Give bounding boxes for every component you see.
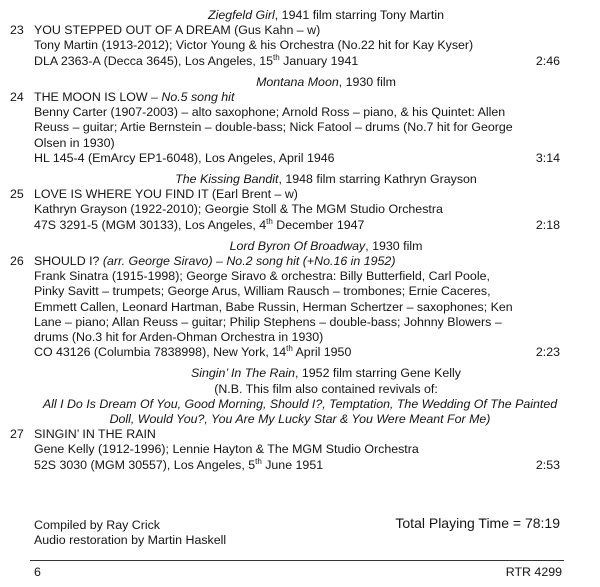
footer-divider: [30, 560, 564, 561]
film-title: The Kissing Bandit: [175, 172, 279, 187]
track-title-line: [34, 90, 560, 105]
track-performers: Benny Carter (1907-2003) – alto saxophone; Arnold Ross – piano, & his Quintet: Allen: [34, 105, 506, 120]
track-duration: 3:14: [535, 150, 560, 165]
track-performers: drums (No.3 hit for Arden-Ohman Orchestra in 1930): [34, 330, 324, 345]
track-title: THE MOON IS LOW: [34, 90, 148, 105]
track-duration: 2:23: [535, 345, 560, 360]
track-performers: Gene Kelly (1912-1996); Lennie Hayton & The MGM Studio Orchestra: [34, 442, 419, 457]
film-heading: [60, 172, 592, 187]
track-recording: DLA 2363-A (Decca 3645), Los Angeles, 15th January 1941 2:46: [34, 52, 560, 68]
track-performers: Pinky Savitt – trumpets; George Arus, William Rausch – trombones; Ernie Caceres,: [34, 284, 491, 299]
track-title-note: (arr. George Siravo) – No.2 song hit (+No.16 in 1952): [99, 254, 396, 269]
track-number: 26: [10, 254, 24, 269]
film-description: , 1948 film starring Kathryn Grayson: [278, 172, 477, 187]
compiled-by: Compiled by Ray Crick: [34, 518, 161, 532]
track-performers: Tony Martin (1913-2012); Victor Young & his Orchestra (No.22 hit for Kay Kyser): [34, 38, 474, 53]
track-listing: [0, 8, 600, 473]
page-number: 6: [34, 565, 41, 579]
film-title: Singin’ In The Rain: [191, 366, 296, 381]
track-entry: [0, 23, 600, 69]
film-heading: [60, 75, 592, 90]
total-playing-time: Total Playing Time = 78:19: [395, 515, 560, 531]
catalog-number: RTR 4299: [505, 565, 562, 579]
track-recording: HL 145-4 (EmArcy EP1-6048), Los Angeles, April 1946 3:14: [34, 150, 560, 165]
track-performers: Lane – piano; Allan Reuss – guitar; Philip Stephens – double-bass; Johnny Blowers –: [34, 314, 502, 329]
track-entry: [0, 254, 600, 360]
film-description: , 1952 film starring Gene Kelly: [295, 366, 461, 381]
track-performers: Olsen in 1930): [34, 135, 115, 150]
track-entry: [0, 187, 600, 233]
track-title-line: [34, 187, 560, 202]
track-recording: CO 43126 (Columbia 7838998), New York, 14th April 1950 2:23: [34, 344, 560, 360]
film-heading: [60, 239, 592, 254]
track-title: SHOULD I?: [34, 254, 100, 269]
track-performers: Emmett Callen, Leonard Hartman, Babe Russin, Herman Schertzer – saxophones; Ken: [34, 299, 513, 314]
credits: [34, 515, 560, 548]
track-title: LOVE IS WHERE YOU FIND IT: [34, 187, 209, 202]
track-title-note: – No.5 song hit: [147, 90, 235, 105]
film-note: (N.B. This film also contained revivals of:: [214, 381, 438, 396]
film-description: , 1941 film starring Tony Martin: [274, 8, 444, 22]
track-duration: 2:46: [535, 53, 560, 68]
track-duration: 2:53: [535, 457, 560, 472]
track-number: 23: [10, 23, 24, 38]
track-title: YOU STEPPED OUT OF A DREAM: [34, 23, 231, 38]
audio-restoration: Audio restoration by Martin Haskell: [34, 533, 227, 548]
track-title-note: (Gus Kahn – w): [230, 23, 321, 38]
track-performers: Frank Sinatra (1915-1998); George Siravo & orchestra: Billy Butterfield, Carl Poole,: [34, 269, 490, 284]
film-note: All I Do Is Dream Of You, Good Morning, Should I?, Temptation, The Wedding Of The Painted: [42, 396, 558, 411]
track-number: 25: [10, 187, 24, 202]
film-title: Ziegfeld Girl: [208, 8, 275, 22]
film-title: Lord Byron Of Broadway: [229, 238, 366, 253]
track-performers: Kathryn Grayson (1922-2010); Georgie Stoll & The MGM Studio Orchestra: [34, 202, 443, 217]
track-title-note: (Earl Brent – w): [208, 187, 298, 202]
track-performers: Reuss – guitar; Artie Bernstein – double-bass; Nick Fatool – drums (No.7 hit for George: [34, 120, 513, 135]
track-number: 24: [10, 90, 24, 105]
film-description: , 1930 film: [365, 238, 423, 253]
film-heading: [60, 8, 592, 23]
track-entry: [0, 427, 600, 473]
film-heading: [60, 366, 592, 381]
track-title-line: [34, 23, 560, 38]
track-entry: [0, 90, 600, 166]
track-recording: 47S 3291-5 (MGM 30133), Los Angeles, 4th December 1947 2:18: [34, 216, 560, 232]
film-description: , 1930 film: [338, 74, 396, 89]
track-duration: 2:18: [535, 217, 560, 232]
track-number: 27: [10, 427, 24, 442]
film-title: Montana Moon: [256, 74, 339, 89]
track-title: SINGIN’ IN THE RAIN: [34, 427, 156, 442]
track-recording: 52S 3030 (MGM 30557), Los Angeles, 5th June 1951 2:53: [34, 456, 560, 472]
track-title-line: [34, 254, 560, 269]
film-note: Doll, Would You?, You Are My Lucky Star & You Were Meant For Me): [109, 412, 491, 427]
